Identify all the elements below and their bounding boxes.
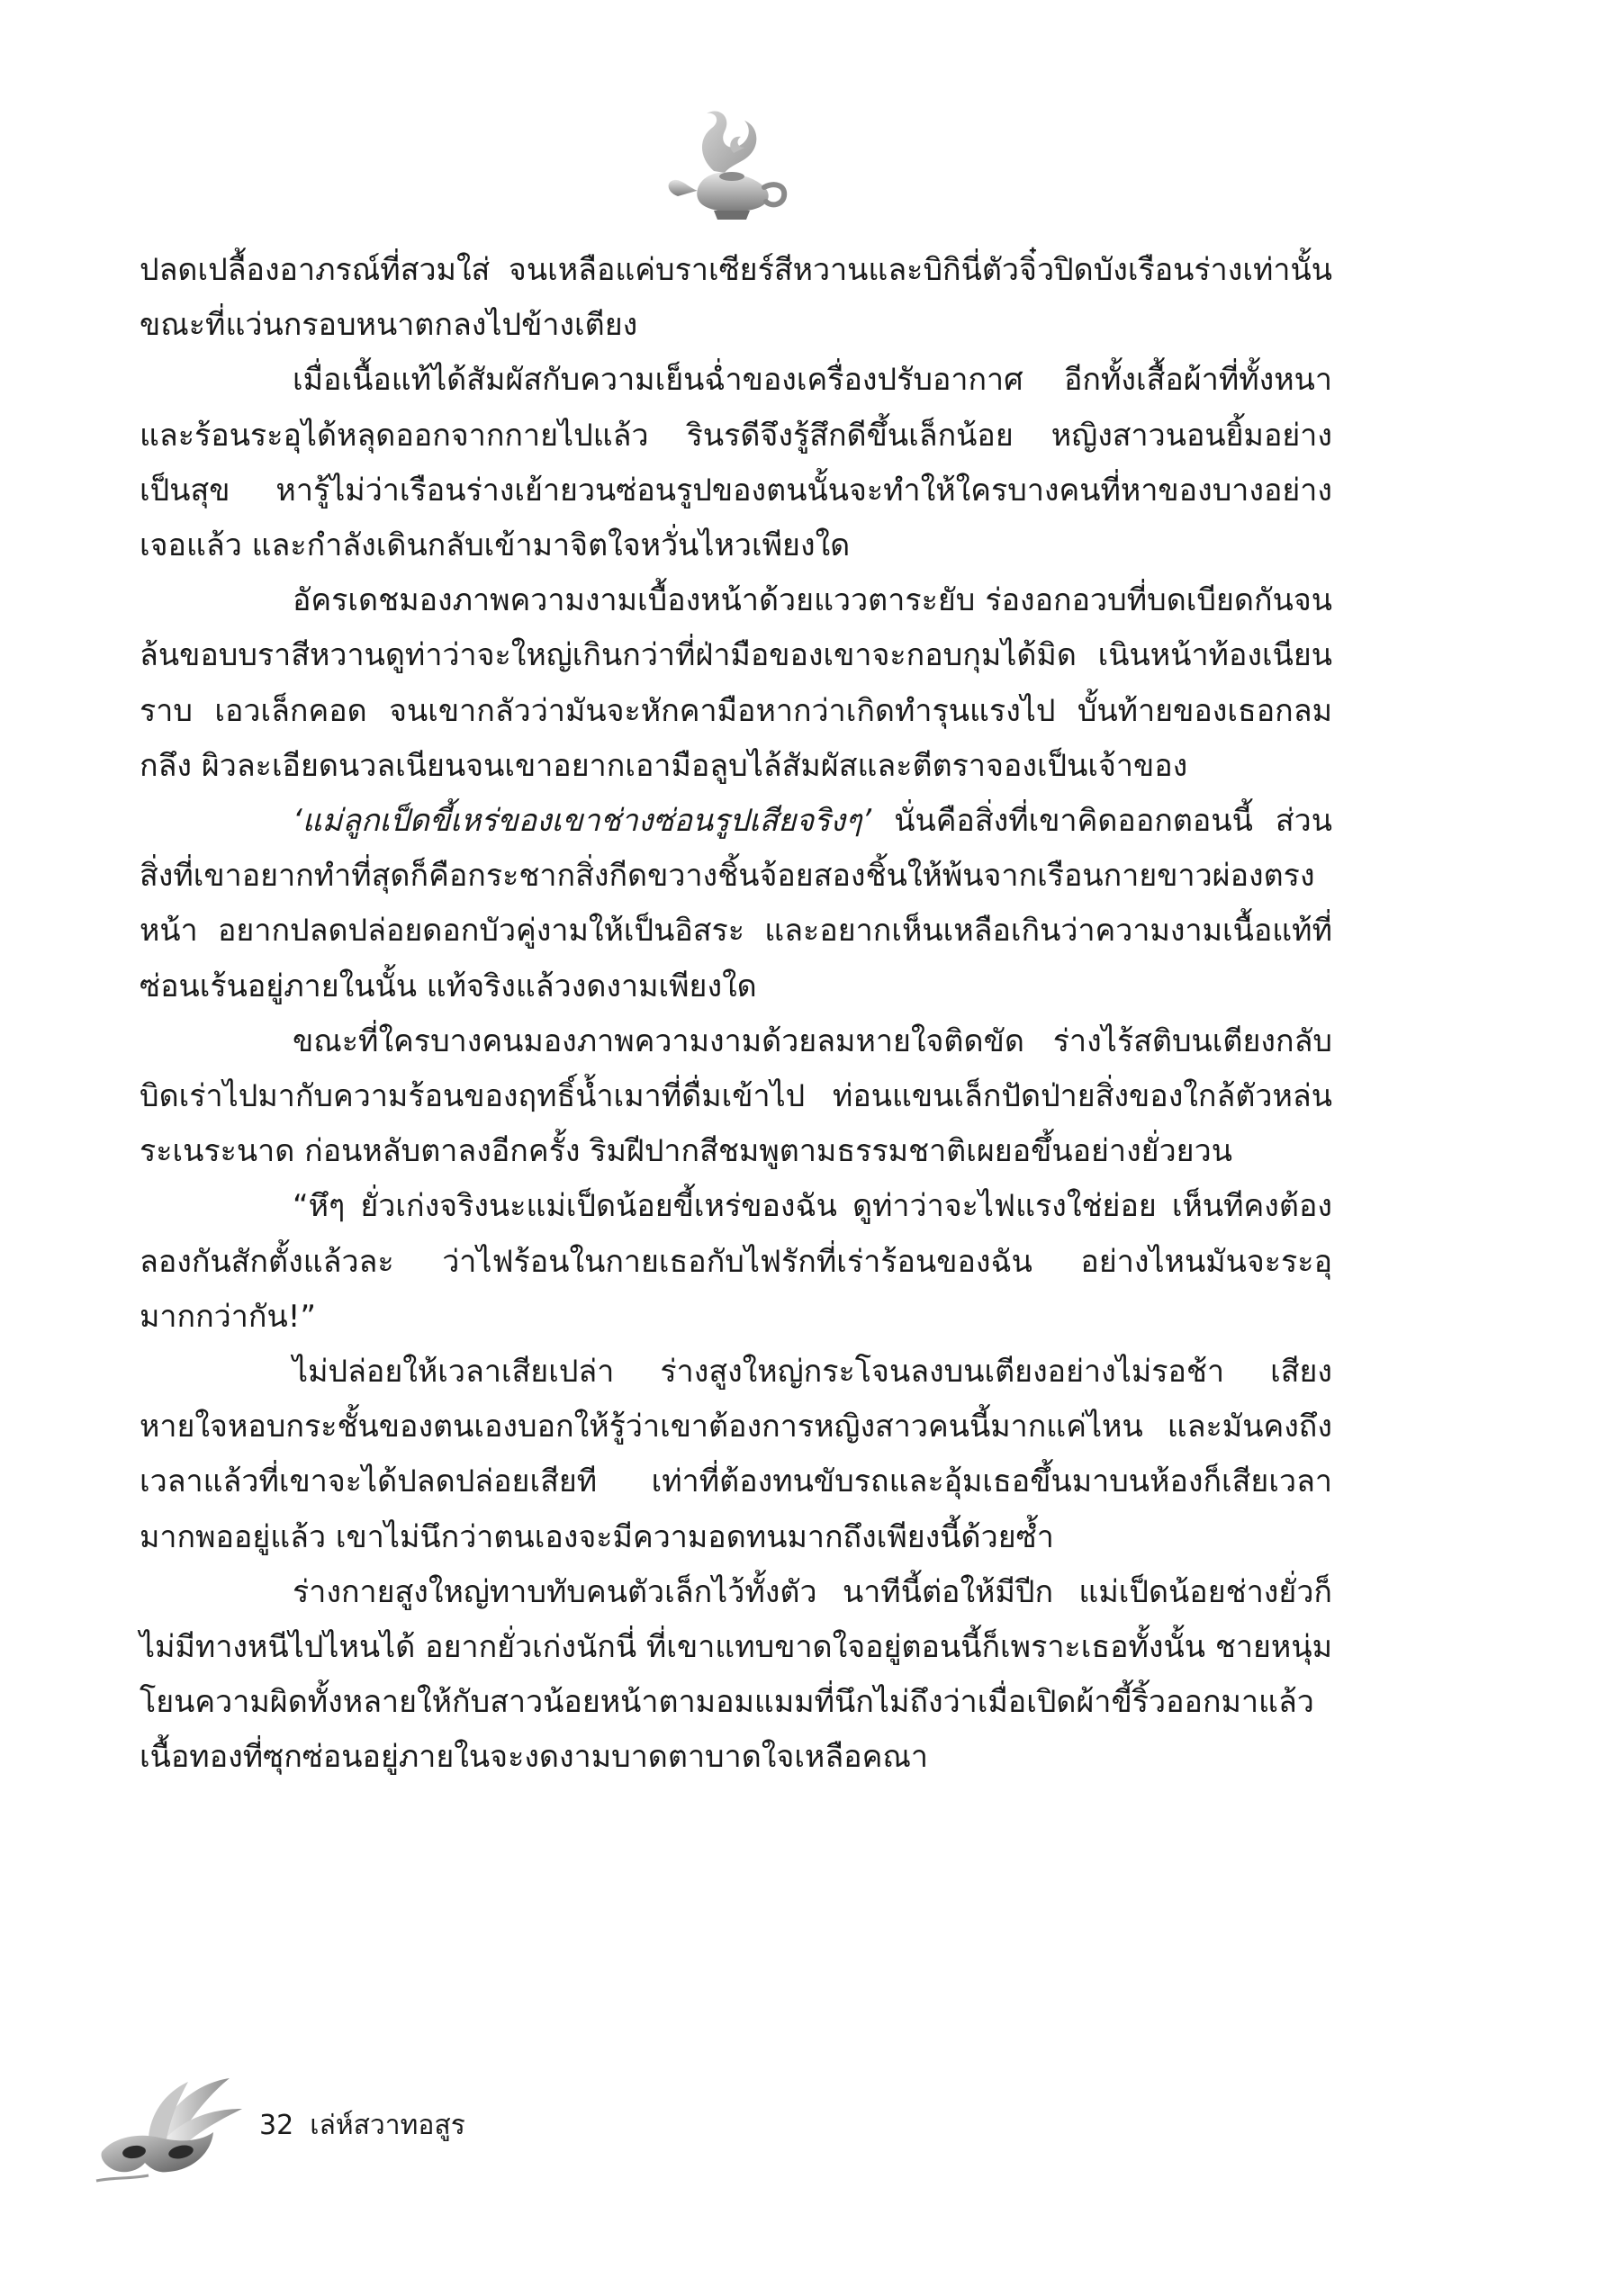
genie-lamp-icon <box>662 106 792 232</box>
book-title: เล่ห์สวาทอสูร <box>310 2110 465 2141</box>
paragraph <box>140 794 1332 1014</box>
paragraph-text: “หึๆ ยั่วเก่งจริงนะแม่เป็ดน้อยขี้เหร่ของฉัน ดูท่าว่าจะไฟแรงใช่ย่อย เห็นทีคงต้องลองกันสักตั้งแล้วละ ว่าไฟร้อนในกายเธอกับไฟรักที่เร่าร้อนของฉัน อย่างไหนมันจะระอุมากกว่ากัน!” <box>140 1188 1332 1335</box>
chapter-text <box>140 243 1332 1786</box>
carnival-mask-icon <box>95 2075 248 2192</box>
paragraph-text: นั่นคือสิ่งที่เขาคิดออกตอนนี้ ส่วนสิ่งที่เขาอยากทำที่สุดก็คือกระชากสิ่งกีดขวางชิ้นจ้อยสองชิ้นให้พ้นจากเรือนกายขาวผ่องตรงหน้า อยากปลดปล่อยดอกบัวคู่งามให้เป็นอิสระ และอยากเห็นเหลือเกินว่าความงามเนื้อแท้ที่ซ่อนเร้นอยู่ภายในนั้น แท้จริงแล้วงดงามเพียงใด <box>140 803 1332 1004</box>
inner-thought-text: ‘แม่ลูกเป็ดขี้เหร่ของเขาช่างซ่อนรูปเสียจริงๆ’ <box>293 803 872 840</box>
paragraph <box>140 243 1332 353</box>
paragraph <box>140 1345 1332 1565</box>
paragraph <box>140 1565 1332 1786</box>
page-footer <box>259 2104 465 2147</box>
paragraph-text: ปลดเปลื้องอาภรณ์ที่สวมใส่ จนเหลือแค่บราเซียร์สีหวานและบิกินี่ตัวจิ๋วปิดบังเรือนร่างเท่านั้น ขณะที่แว่นกรอบหนาตกลงไปข้างเตียง <box>140 252 1332 344</box>
paragraph <box>140 1014 1332 1180</box>
page-number: 32 <box>259 2110 294 2141</box>
dialogue-paragraph <box>140 1179 1332 1345</box>
paragraph-text: ไม่ปล่อยให้เวลาเสียเปล่า ร่างสูงใหญ่กระโจนลงบนเตียงอย่างไม่รอช้า เสียงหายใจหอบกระชั้นของตนเองบอกให้รู้ว่าเขาต้องการหญิงสาวคนนี้มากแค่ไหน และมันคงถึงเวลาแล้วที่เขาจะได้ปลดปล่อยเสียที เท่าที่ต้องทนขับรถและอุ้มเธอขึ้นมาบนห้องก็เสียเวลามากพออยู่แล้ว เขาไม่นึกว่าตนเองจะมีความอดทนมากถึงเพียงนี้ด้วยซ้ำ <box>140 1354 1332 1555</box>
paragraph <box>140 573 1332 794</box>
paragraph-text: เมื่อเนื้อแท้ได้สัมผัสกับความเย็นฉ่ำของเครื่องปรับอากาศ อีกทั้งเสื้อผ้าที่ทั้งหนาและร้อนระอุได้หลุดออกจากกายไปแล้ว รินรดีจึงรู้สึกดีขึ้นเล็กน้อย หญิงสาวนอนยิ้มอย่างเป็นสุข หารู้ไม่ว่าเรือนร่างเย้ายวนซ่อนรูปของตนนั้นจะทำให้ใครบางคนที่หาของบางอย่างเจอแล้ว และกำลังเดินกลับเข้ามาจิตใจหวั่นไหวเพียงใด <box>140 362 1332 564</box>
paragraph-text: ร่างกายสูงใหญ่ทาบทับคนตัวเล็กไว้ทั้งตัว นาทีนี้ต่อให้มีปีก แม่เป็ดน้อยช่างยั่วก็ไม่มีทางหนีไปไหนได้ อยากยั่วเก่งนักนี่ ที่เขาแทบขาดใจอยู่ตอนนี้ก็เพราะเธอทั้งนั้น ชายหนุ่มโยนความผิดทั้งหลายให้กับสาวน้อยหน้าตามอมแมมที่นึกไม่ถึงว่าเมื่อเปิดผ้าขี้ริ้วออกมาแล้ว เนื้อทองที่ซุกซ่อนอยู่ภายในจะงดงามบาดตาบาดใจเหลือคณา <box>140 1573 1332 1776</box>
paragraph <box>140 353 1332 573</box>
paragraph-text: ขณะที่ใครบางคนมองภาพความงามด้วยลมหายใจติดขัด ร่างไร้สติบนเตียงกลับบิดเร่าไปมากับความร้อนของฤทธิ์น้ำเมาที่ดื่มเข้าไป ท่อนแขนเล็กปัดป่ายสิ่งของใกล้ตัวหล่นระเนระนาด ก่อนหลับตาลงอีกครั้ง ริมฝีปากสีชมพูตามธรรมชาติเผยอขึ้นอย่างยั่วยวน <box>140 1022 1332 1170</box>
paragraph-text: อัครเดชมองภาพความงามเบื้องหน้าด้วยแววตาระยับ ร่องอกอวบที่บดเบียดกันจนล้นขอบบราสีหวานดูท่าว่าจะใหญ่เกินกว่าที่ฝ่ามือของเขาจะกอบกุมได้มิด เนินหน้าท้องเนียนราบ เอวเล็กคอด จนเขากลัวว่ามันจะหักคามือหากว่าเกิดทำรุนแรงไป บั้นท้ายของเธอกลมกลึง ผิวละเอียดนวลเนียนจนเขาอยากเอามือลูบไล้สัมผัสและตีตราจองเป็นเจ้าของ <box>140 582 1332 784</box>
